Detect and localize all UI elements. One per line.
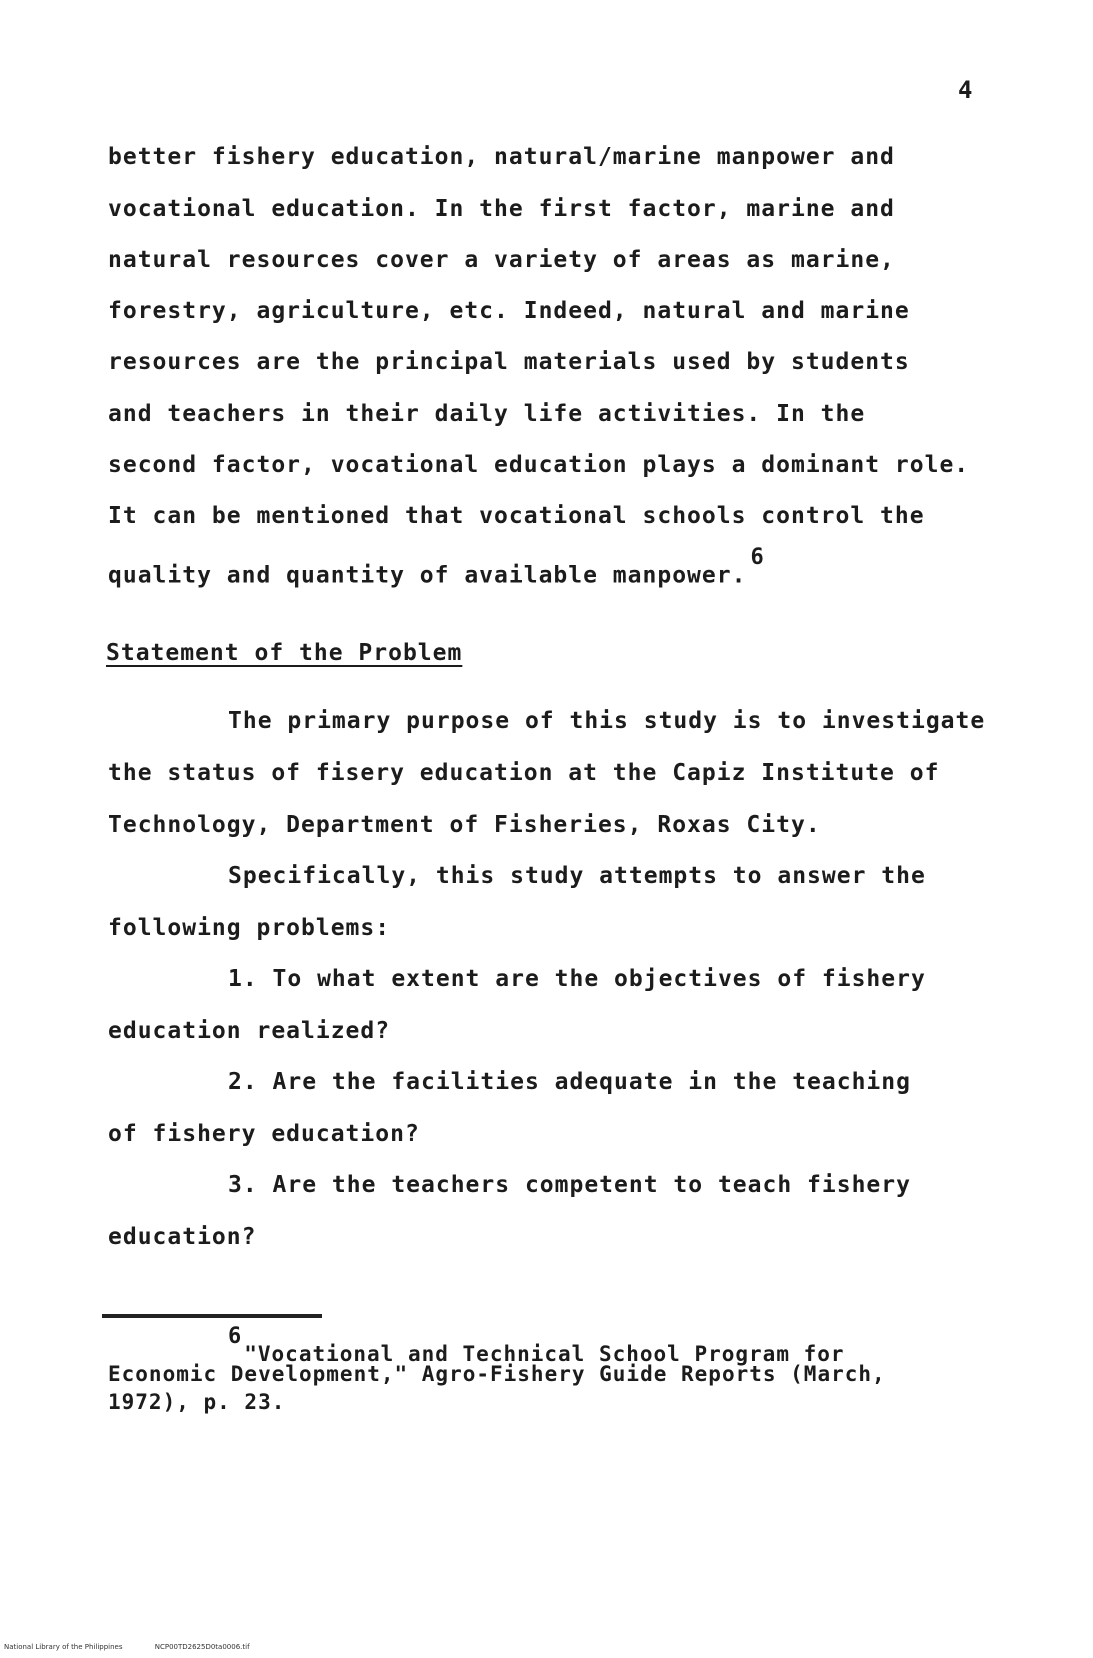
footnote-marker: 6 — [228, 1324, 243, 1349]
file-code: NCP00TD2625D0ta0006.tif — [154, 1643, 250, 1651]
text-line: following problems: — [108, 915, 391, 941]
library-credit: National Library of the Philippines — [4, 1643, 123, 1651]
problem-item: 1. To what extent are the objectives of fishery — [228, 966, 926, 992]
problem-item-continued: education realized? — [108, 1018, 391, 1044]
footnote-line: Economic Development," Agro-Fishery Guide Reports (March, — [108, 1362, 886, 1386]
text-line: resources are the principal materials used by students — [108, 349, 910, 375]
footnote-line: 1972), p. 23. — [108, 1390, 286, 1414]
text-line: vocational education. In the first factor, marine and — [108, 196, 895, 222]
text-line — [108, 545, 765, 589]
text-line: and teachers in their daily life activities. In the — [108, 401, 866, 427]
text-line: Technology, Department of Fisheries, Roxas City. — [108, 812, 821, 838]
text-line: natural resources cover a variety of areas as marine, — [108, 247, 895, 273]
text-line: forestry, agriculture, etc. Indeed, natural and marine — [108, 298, 910, 324]
text-line-content: quality and quantity of available manpower. — [108, 562, 747, 589]
text-line: the status of fisery education at the Capiz Institute of — [108, 760, 940, 786]
problem-item: 2. Are the facilities adequate in the teaching — [228, 1069, 911, 1095]
text-line: It can be mentioned that vocational schools control the — [108, 503, 925, 529]
text-line: second factor, vocational education plays a dominant role. — [108, 452, 970, 478]
section-heading: Statement of the Problem — [106, 640, 463, 666]
footnote-divider — [102, 1314, 322, 1318]
text-line: Specifically, this study attempts to answer the — [228, 863, 926, 889]
text-line: better fishery education, natural/marine manpower and — [108, 144, 895, 170]
footnote-text: "Vocational and Technical School Program for — [244, 1342, 845, 1366]
problem-item-continued: education? — [108, 1224, 257, 1250]
scan-footer — [0, 1643, 1093, 1651]
problem-item-continued: of fishery education? — [108, 1121, 420, 1147]
page-number: 4 — [958, 76, 973, 104]
text-line: The primary purpose of this study is to investigate — [228, 708, 986, 734]
footnote-reference: 6 — [750, 545, 765, 570]
problem-item: 3. Are the teachers competent to teach fishery — [228, 1172, 911, 1198]
